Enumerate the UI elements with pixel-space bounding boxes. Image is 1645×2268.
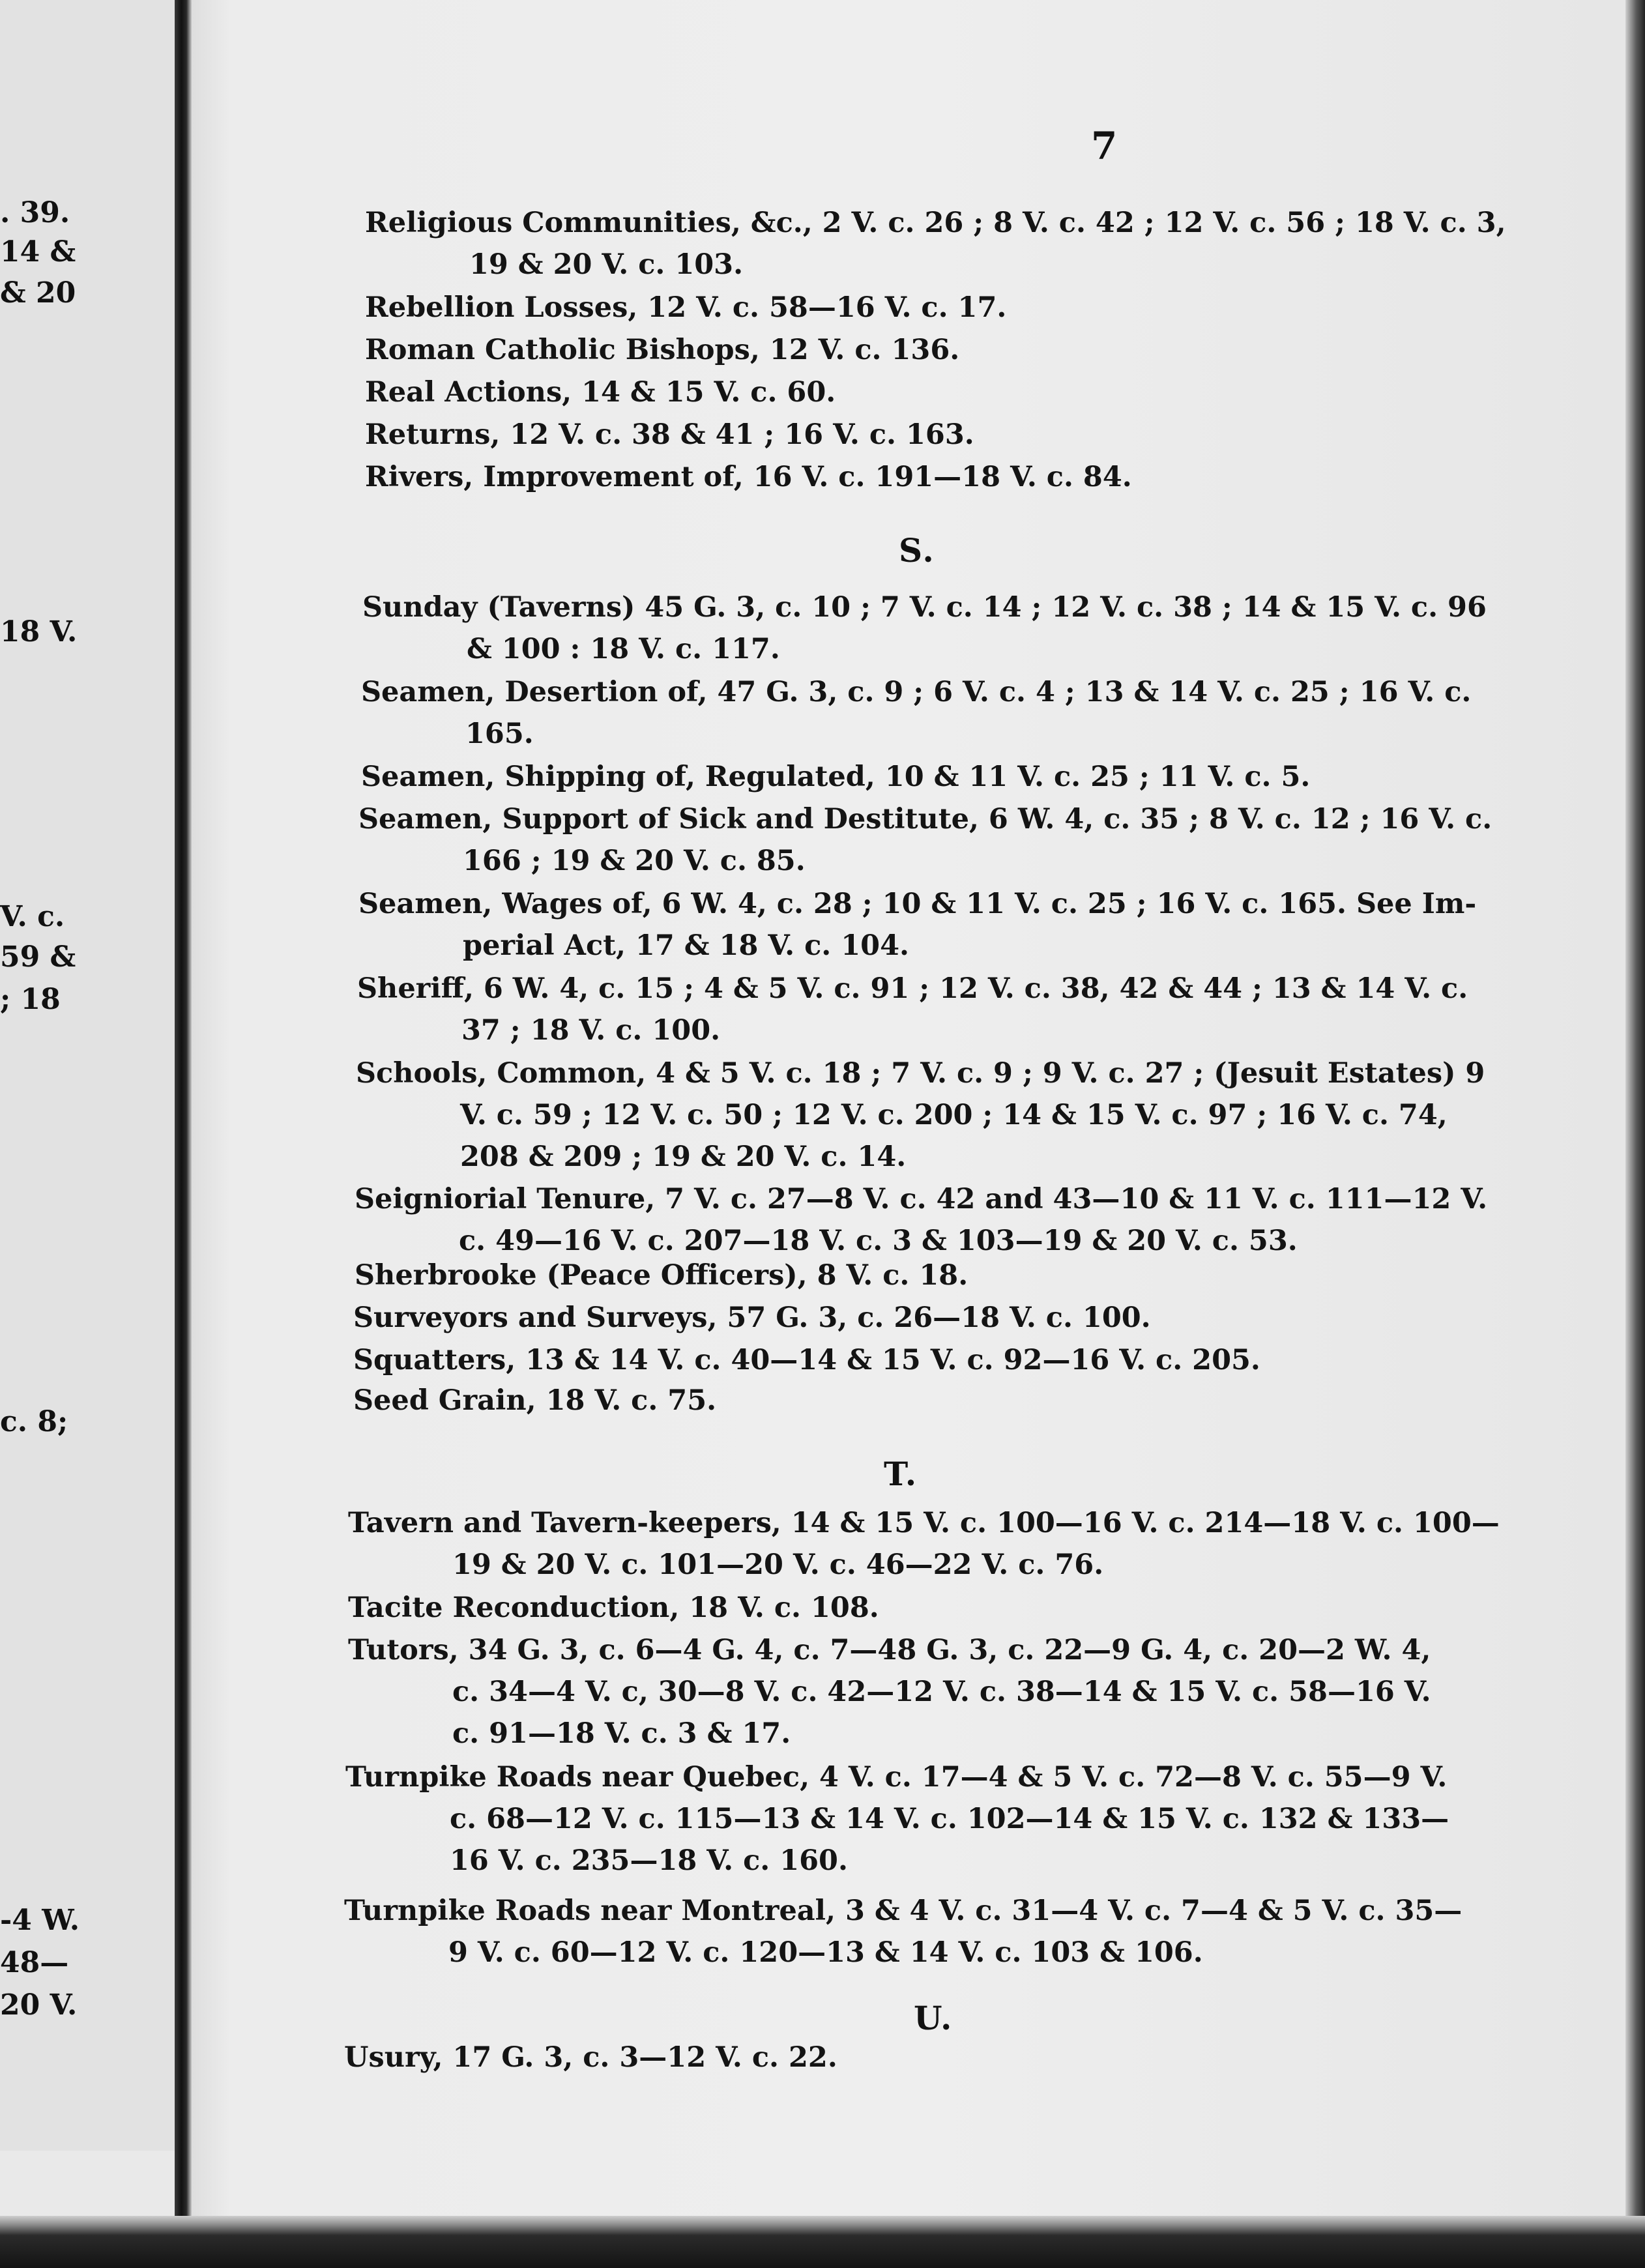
entry-text: Sherbrooke (Peace Officers), 8 V. c. 18. (355, 1259, 968, 1292)
index-entry (344, 1890, 1462, 1973)
entry-continuation: c. 91—18 V. c. 3 & 17. (452, 1717, 791, 1750)
index-entry (365, 329, 959, 371)
entry-text: Rivers, Improvement of, 16 V. c. 191—18 V. c. 84. (365, 461, 1132, 493)
entry-text: Rebellion Losses, 12 V. c. 58—16 V. c. 17. (365, 291, 1007, 324)
section-heading-u: U. (914, 1999, 954, 2037)
facing-page-line: 59 & (0, 940, 76, 974)
book-gutter (175, 0, 192, 2229)
index-entry (356, 1053, 1485, 1178)
index-entry (355, 1178, 1487, 1262)
entry-continuation: c. 34—4 V. c, 30—8 V. c. 42—12 V. c. 38—14 & 15 V. c. 58—16 V. (452, 1676, 1431, 1708)
index-entry (353, 1339, 1260, 1381)
entry-continuation: perial Act, 17 & 18 V. c. 104. (463, 929, 909, 962)
facing-page-fragment (0, 0, 177, 2151)
entry-text: Religious Communities, &c., 2 V. c. 26 ; 8 V. c. 42 ; 12 V. c. 56 ; 18 V. c. 3, (365, 207, 1506, 239)
page-right-edge (1625, 0, 1645, 2268)
entry-text: Sunday (Taverns) 45 G. 3, c. 10 ; 7 V. c. 14 ; 12 V. c. 38 ; 14 & 15 V. c. 96 (362, 591, 1487, 624)
index-page (192, 0, 1625, 2216)
facing-page-line: V. c. (0, 900, 65, 933)
index-entry (358, 798, 1492, 882)
index-entry (353, 1297, 1151, 1339)
index-entry (365, 414, 974, 456)
entry-text: Seamen, Shipping of, Regulated, 10 & 11 V. c. 25 ; 11 V. c. 5. (361, 761, 1311, 793)
entry-continuation: 208 & 209 ; 19 & 20 V. c. 14. (460, 1141, 907, 1173)
entry-continuation: 166 ; 19 & 20 V. c. 85. (463, 845, 806, 877)
index-entry (365, 371, 836, 413)
entry-text: Seamen, Desertion of, 47 G. 3, c. 9 ; 6 V. c. 4 ; 13 & 14 V. c. 25 ; 16 V. c. (361, 676, 1472, 708)
entry-continuation: c. 68—12 V. c. 115—13 & 14 V. c. 102—14 & 15 V. c. 132 & 133— (450, 1803, 1449, 1835)
page-bottom-edge (0, 2216, 1645, 2268)
entry-continuation: V. c. 59 ; 12 V. c. 50 ; 12 V. c. 200 ; 14 & 15 V. c. 97 ; 16 V. c. 74, (460, 1099, 1448, 1131)
facing-page-line: c. 8; (0, 1405, 68, 1438)
facing-page-line: -4 W. (0, 1904, 80, 1937)
entry-text: Seamen, Support of Sick and Destitute, 6 W. 4, c. 35 ; 8 V. c. 12 ; 16 V. c. (358, 803, 1492, 836)
index-entry (362, 587, 1487, 670)
entry-text: Real Actions, 14 & 15 V. c. 60. (365, 376, 836, 409)
facing-page-line: 18 V. (0, 615, 78, 648)
entry-continuation: & 100 : 18 V. c. 117. (467, 633, 780, 665)
entry-text: Tavern and Tavern-keepers, 14 & 15 V. c. 100—16 V. c. 214—18 V. c. 100— (348, 1507, 1500, 1539)
index-entry (365, 456, 1132, 498)
index-entry (357, 968, 1468, 1051)
facing-page-line: ; 18 (0, 983, 61, 1016)
entry-text: Returns, 12 V. c. 38 & 41 ; 16 V. c. 163. (365, 418, 974, 451)
section-heading-s: S. (899, 531, 935, 570)
page-number: 7 (1091, 124, 1118, 168)
index-entry (365, 202, 1506, 285)
entry-continuation: 165. (465, 718, 534, 750)
entry-continuation: c. 49—16 V. c. 207—18 V. c. 3 & 103—19 & 20 V. c. 53. (459, 1225, 1298, 1257)
entry-text: Seed Grain, 18 V. c. 75. (353, 1384, 717, 1417)
facing-page-line: 14 & (0, 235, 76, 269)
entry-text: Tacite Reconduction, 18 V. c. 108. (348, 1592, 879, 1624)
entry-continuation: 9 V. c. 60—12 V. c. 120—13 & 14 V. c. 103 & 106. (448, 1936, 1203, 1969)
entry-text: Roman Catholic Bishops, 12 V. c. 136. (365, 334, 960, 366)
entry-text: Seamen, Wages of, 6 W. 4, c. 28 ; 10 & 11 V. c. 25 ; 16 V. c. 165. See Im- (358, 888, 1477, 920)
index-entry (365, 287, 1006, 328)
entry-text: Surveyors and Surveys, 57 G. 3, c. 26—18 V. c. 100. (353, 1301, 1151, 1334)
entry-continuation: 16 V. c. 235—18 V. c. 160. (450, 1844, 848, 1877)
index-entry (345, 1756, 1449, 1882)
entry-text: Squatters, 13 & 14 V. c. 40—14 & 15 V. c. 92—16 V. c. 205. (353, 1344, 1260, 1376)
entry-text: Turnpike Roads near Quebec, 4 V. c. 17—4 & 5 V. c. 72—8 V. c. 55—9 V. (345, 1761, 1448, 1794)
entry-text: Sheriff, 6 W. 4, c. 15 ; 4 & 5 V. c. 91 ; 12 V. c. 38, 42 & 44 ; 13 & 14 V. c. (357, 972, 1468, 1005)
facing-page-line: & 20 (0, 276, 76, 310)
section-heading-t: T. (884, 1455, 918, 1493)
index-entry (361, 756, 1310, 798)
entry-continuation: 19 & 20 V. c. 103. (469, 248, 744, 281)
index-entry (358, 883, 1476, 967)
index-entry (348, 1502, 1500, 1586)
facing-page-line: . 39. (0, 196, 70, 229)
index-entry (348, 1629, 1431, 1754)
entry-text: Seigniorial Tenure, 7 V. c. 27—8 V. c. 42 and 43—10 & 11 V. c. 111—12 V. (355, 1183, 1488, 1215)
facing-page-line: 48— (0, 1946, 69, 1979)
index-entry (344, 2037, 837, 2078)
index-entry (353, 1380, 716, 1421)
index-entry (355, 1255, 968, 1296)
entry-text: Tutors, 34 G. 3, c. 6—4 G. 4, c. 7—48 G. 3, c. 22—9 G. 4, c. 20—2 W. 4, (348, 1634, 1431, 1666)
index-entry (348, 1587, 879, 1629)
entry-continuation: 37 ; 18 V. c. 100. (461, 1014, 721, 1047)
entry-text: Usury, 17 G. 3, c. 3—12 V. c. 22. (344, 2041, 837, 2074)
entry-continuation: 19 & 20 V. c. 101—20 V. c. 46—22 V. c. 76. (452, 1548, 1104, 1581)
entry-text: Schools, Common, 4 & 5 V. c. 18 ; 7 V. c. 9 ; 9 V. c. 27 ; (Jesuit Estates) 9 (356, 1057, 1485, 1090)
index-entry (361, 671, 1471, 755)
facing-page-line: 20 V. (0, 1988, 78, 2022)
entry-text: Turnpike Roads near Montreal, 3 & 4 V. c. 31—4 V. c. 7—4 & 5 V. c. 35— (344, 1895, 1463, 1927)
